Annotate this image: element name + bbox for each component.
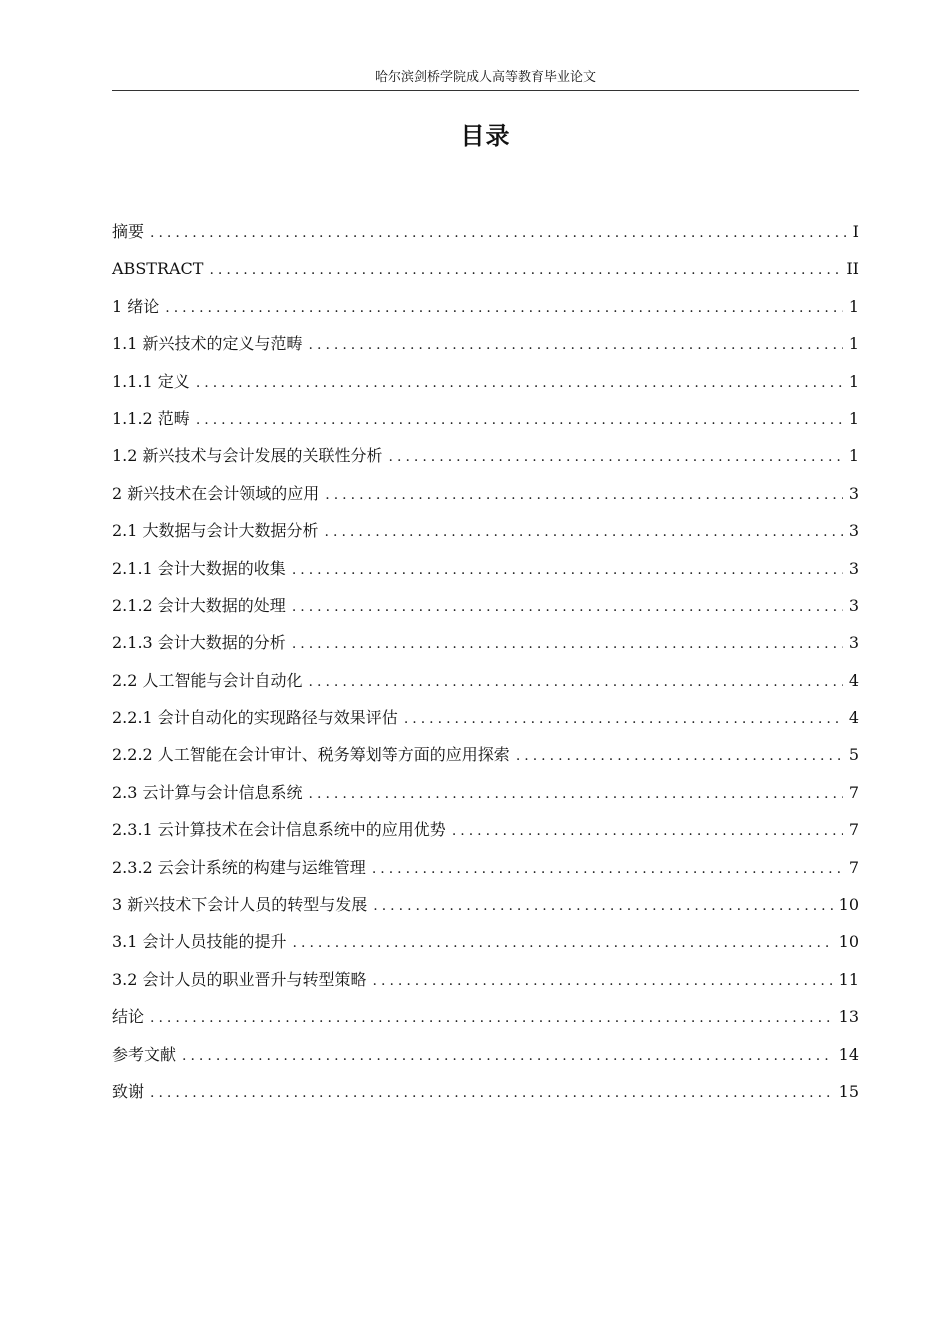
toc-entry-page: 5 [848,745,859,765]
toc-entry-page: 7 [848,820,859,840]
toc-entry[interactable] [112,736,859,773]
toc-entry-label: 2.3.1 云计算技术在会计信息系统中的应用优势 [112,820,446,840]
toc-entry[interactable] [112,961,859,998]
toc-entry-page: 14 [838,1044,859,1064]
toc-leader-dots [150,1000,833,1037]
toc-entry-label: 2.2.1 会计自动化的实现路径与效果评估 [112,708,398,728]
toc-entry-label: 摘要 [112,222,145,241]
toc-entry-page: 7 [848,857,859,877]
toc-entry[interactable] [112,213,859,250]
toc-leader-dots [182,1038,833,1075]
toc-entry-label: 2 新兴技术在会计领域的应用 [112,483,320,503]
toc-leader-dots [516,738,843,775]
toc-leader-dots [196,402,843,439]
toc-entry[interactable] [112,923,859,960]
toc-entry[interactable] [112,1073,859,1110]
toc-entry[interactable] [112,662,859,699]
toc-entry[interactable] [112,437,859,474]
toc-entry[interactable] [112,886,859,923]
toc-entry[interactable] [112,550,859,587]
toc-entry[interactable] [112,250,859,287]
toc-entry-label: 2.2 人工智能与会计自动化 [112,670,303,690]
toc-leader-dots [150,1075,833,1112]
toc-entry[interactable] [112,774,859,811]
toc-entry-label: 2.2.2 人工智能在会计审计、税务筹划等方面的应用探索 [112,745,510,765]
toc-entry[interactable] [112,998,859,1035]
toc-leader-dots [389,439,843,476]
toc-entry-label: 1.2 新兴技术与会计发展的关联性分析 [112,446,383,466]
toc-entry-page: 3 [848,633,859,653]
toc-leader-dots [325,514,843,551]
toc-entry-page: 11 [838,969,859,989]
toc-entry-page: 15 [838,1081,859,1101]
toc-entry[interactable] [112,400,859,437]
toc-entry[interactable] [112,699,859,736]
toc-entry[interactable] [112,475,859,512]
toc-entry-page: 7 [848,782,859,802]
toc-entry-label: 2.1 大数据与会计大数据分析 [112,521,319,541]
toc-leader-dots [372,851,843,888]
toc-leader-dots [452,813,843,850]
toc-leader-dots [292,626,843,663]
toc-leader-dots [373,963,833,1000]
toc-entry-page: 10 [838,895,859,915]
toc-leader-dots [404,701,843,738]
toc-leader-dots [373,888,832,925]
toc-leader-dots [150,215,847,252]
toc-entry-label: ABSTRACT [112,259,204,279]
toc-leader-dots [165,290,843,327]
toc-entry-label: 3 新兴技术下会计人员的转型与发展 [112,895,368,915]
toc-entry-label: 参考文献 [112,1044,177,1064]
toc-entry-page: 4 [848,670,859,690]
toc-entry-page: 3 [848,558,859,578]
toc-entry[interactable] [112,512,859,549]
toc-entry[interactable] [112,288,859,325]
toc-entry-page: 1 [848,371,859,391]
toc-entry[interactable] [112,363,859,400]
toc-entry[interactable] [112,1036,859,1073]
toc-entry-page: 3 [848,483,859,503]
toc-leader-dots [196,365,843,402]
toc-entry-page: 1 [848,334,859,354]
toc-entry[interactable] [112,624,859,661]
toc-entry-label: 致谢 [112,1081,145,1101]
toc-leader-dots [325,477,843,514]
toc-entry-label: 2.1.2 会计大数据的处理 [112,595,286,615]
toc-entry-label: 1.1.1 定义 [112,371,190,391]
toc-entry-label: 2.1.1 会计大数据的收集 [112,558,286,578]
toc-entry-label: 2.3 云计算与会计信息系统 [112,782,303,802]
toc-entry-label: 3.2 会计人员的职业晋升与转型策略 [112,969,367,989]
toc-entry-page: 3 [848,521,859,541]
toc-leader-dots [293,925,833,962]
toc-entry-label: 1.1 新兴技术的定义与范畴 [112,334,303,354]
toc-entry[interactable] [112,325,859,362]
toc-entry[interactable] [112,587,859,624]
toc-leader-dots [292,589,843,626]
toc-entry-label: 1.1.2 范畴 [112,408,190,428]
toc-entry-page: 10 [838,932,859,952]
toc-leader-dots [292,552,843,589]
toc-entry-page: I [852,222,859,241]
toc-leader-dots [309,327,843,364]
toc-entry-page: 3 [848,595,859,615]
toc-entry-label: 3.1 会计人员技能的提升 [112,932,287,952]
toc-entry-page: 1 [848,296,859,316]
toc-entry-page: 4 [848,708,859,728]
toc-entry-label: 2.3.2 云会计系统的构建与运维管理 [112,857,366,877]
table-of-contents [112,213,859,1110]
toc-entry-page: 1 [848,446,859,466]
toc-leader-dots [309,664,843,701]
toc-entry-label: 结论 [112,1007,145,1027]
toc-entry[interactable] [112,811,859,848]
toc-entry[interactable] [112,849,859,886]
running-header: 哈尔滨剑桥学院成人高等教育毕业论文 [374,70,596,85]
toc-entry-page: II [846,259,859,279]
toc-entry-page: 13 [838,1007,859,1027]
toc-leader-dots [309,776,843,813]
toc-entry-label: 2.1.3 会计大数据的分析 [112,633,286,653]
toc-entry-label: 1 绪论 [112,296,160,316]
toc-entry-page: 1 [848,408,859,428]
header-divider [112,90,859,91]
toc-leader-dots [209,252,840,289]
page-title: 目录 [460,122,511,150]
